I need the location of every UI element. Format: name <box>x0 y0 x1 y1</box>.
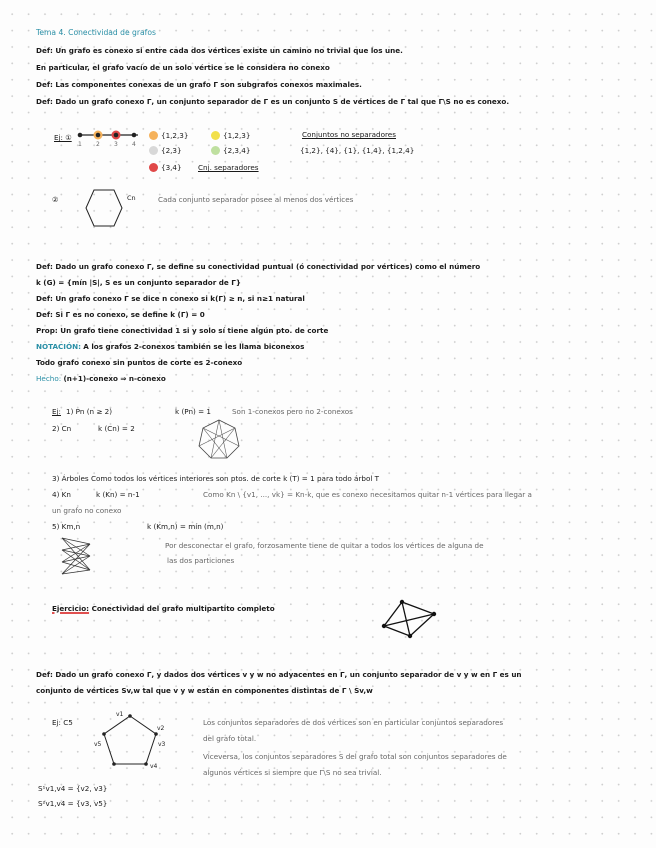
example-pn: 1) Pn (n ≥ 2) <box>66 407 113 416</box>
highlight-dot-green <box>211 146 220 155</box>
vertex-label-v3: v3 <box>158 741 166 748</box>
examples-label: Ej: <box>52 407 61 416</box>
c5-text-3: Viceversa, los conjuntos separadores S del grafo total son conjuntos separadores de <box>203 752 507 761</box>
example-trees: 3) Árboles Como todos los vértices interiores son ptos. de corte k (T) = 1 para todo árbol T <box>52 474 380 483</box>
page-title: Tema 4. Conectividad de grafos <box>36 28 156 37</box>
todo-grafo-line: Todo grafo conexo sin puntos de corte es 2-conexo <box>36 358 243 367</box>
hecho-line <box>36 374 166 384</box>
notacion-text: A los grafos 2-conexos también se les llama biconexos <box>83 342 305 351</box>
example-kn-text: Como Kn \ {v1, ..., vk} = Kn-k, que es conexo necesitamos quitar n-1 vértices para llegar a <box>203 490 532 499</box>
def-no-conexo: Def: Si Γ es no conexo, se define k (Γ) = 0 <box>36 310 205 319</box>
vertex-label-v5: v5 <box>94 741 102 748</box>
c5-text-1: Los conjuntos separadores de dos vértices son en particular conjuntos separadores <box>203 718 504 727</box>
separator-set-1: {1,2,3} <box>161 131 189 140</box>
highlight-dot-orange <box>149 131 158 140</box>
highlight-dot-yellow <box>211 131 220 140</box>
notacion-line <box>36 342 304 352</box>
example-kmn-text: Por desconectar el grafo, forzosamente tiene de quitar a todos los vértices de alguna de <box>165 541 484 550</box>
notacion-label: NOTACIÓN: <box>36 342 81 351</box>
non-separator-title: Conjuntos no separadores <box>302 130 396 139</box>
highlight-dot-gray <box>149 146 158 155</box>
example-cn: 2) Cn <box>52 424 72 433</box>
def-conectividad: Def: Dado un grafo conexo Γ, se define su conectividad puntual (ó conectividad por vértices) como el número <box>36 262 481 271</box>
exercise-label: Ejercicio: <box>52 604 90 613</box>
path-label-4: 4 <box>132 141 136 148</box>
example-c5-label: Ej: C5 <box>52 718 73 727</box>
separator-s2: S²v1,v4 = {v3, v5} <box>38 799 108 808</box>
example-pn-k: k (Pn) = 1 <box>175 407 211 416</box>
def-conexo: Def: Un grafo es conexo si entre cada dos vértices existe un camino no trivial que los une. <box>36 46 403 55</box>
c5-text-2: del grafo total. <box>203 734 257 743</box>
example-2-text: Cada conjunto separador posee al menos dos vértices <box>158 195 354 204</box>
exercise-text: Conectividad del grafo multipartito completo <box>91 604 275 613</box>
example-1-label: Ej: ① <box>54 133 72 142</box>
def-componentes: Def: Las componentes conexas de un grafo Γ son subgrafos conexos maximales. <box>36 80 362 89</box>
complete-graph-figure <box>197 418 241 460</box>
separator-set-2: {1,2,3} <box>223 131 251 140</box>
hexagon-cycle-figure <box>84 188 124 228</box>
vertex-label-v4: v4 <box>150 763 158 770</box>
min-separators-label: Cnj. separadores <box>198 163 259 172</box>
example-kmn-k: k (Km,n) = mín (m,n) <box>147 522 224 531</box>
prop-punto-corte: Prop: Un grafo tiene conectividad 1 si y solo sí tiene algún pto. de corte <box>36 326 329 335</box>
def-separador-vw: Def: Dado un grafo conexo Γ, y dados dos vértices v y w no adyacentes en Γ, un conjunto separador de v y w en Γ es un <box>36 670 522 679</box>
hecho-label: Hecho: <box>36 374 62 383</box>
def-conexo-particular: En particular, el grafo vacío de un solo vértice se le considera no conexo <box>36 63 330 72</box>
separator-s1: S¹v1,v4 = {v2, v3} <box>38 784 108 793</box>
def-separador: Def: Dado un grafo conexo Γ, un conjunto separador de Γ es un conjunto S de vértices de Γ tal que Γ\S no es conexo. <box>36 97 510 106</box>
example-kn-text-2: un grafo no conexo <box>52 506 122 515</box>
path-label-1: 1 <box>78 141 82 148</box>
separator-set-4: {2,3,4} <box>223 146 251 155</box>
path-label-3: 3 <box>114 141 118 148</box>
example-kn-k: k (Kn) = n-1 <box>96 490 140 499</box>
example-kmn: 5) Km,n <box>52 522 81 531</box>
example-2-label: ② <box>52 195 59 204</box>
separator-set-3: {2,3} <box>161 146 182 155</box>
example-kmn-text-2: las dos particiones <box>167 556 235 565</box>
multipartite-graph-figure <box>378 598 440 642</box>
def-conectividad-formula: k (G) = {mín |S|, S es un conjunto separador de Γ} <box>36 278 241 287</box>
example-kn: 4) Kn <box>52 490 71 499</box>
vertex-label-v1: v1 <box>116 711 124 718</box>
highlight-dot-red <box>149 163 158 172</box>
example-cn-k: k (Cn) = 2 <box>98 424 135 433</box>
def-separador-vw-2: conjunto de vértices Sv,w tal que v y w están en componentes distintas de Γ \ Sv,w <box>36 686 373 695</box>
non-separator-list: {1,2}, {4}, {1}, {1,4}, {1,2,4} <box>300 146 415 155</box>
bipartite-graph-figure <box>60 534 94 576</box>
hecho-text: (n+1)-conexo ⇒ n-conexo <box>63 374 166 383</box>
vertex-label-v2: v2 <box>157 725 165 732</box>
def-n-conexo: Def: Un grafo conexo Γ se dice n conexo si k(Γ) ≥ n, si n≥1 natural <box>36 294 305 303</box>
path-label-2: 2 <box>96 141 100 148</box>
cycle-label: Cn <box>127 194 136 202</box>
exercise-line <box>52 604 275 614</box>
example-pn-text: Son 1-conexos pero no 2-conexos <box>232 407 353 416</box>
c5-text-4: algunos vértices si siempre que Γ\S no sea trivial. <box>203 768 382 777</box>
separator-set-5: {3,4} <box>161 163 182 172</box>
